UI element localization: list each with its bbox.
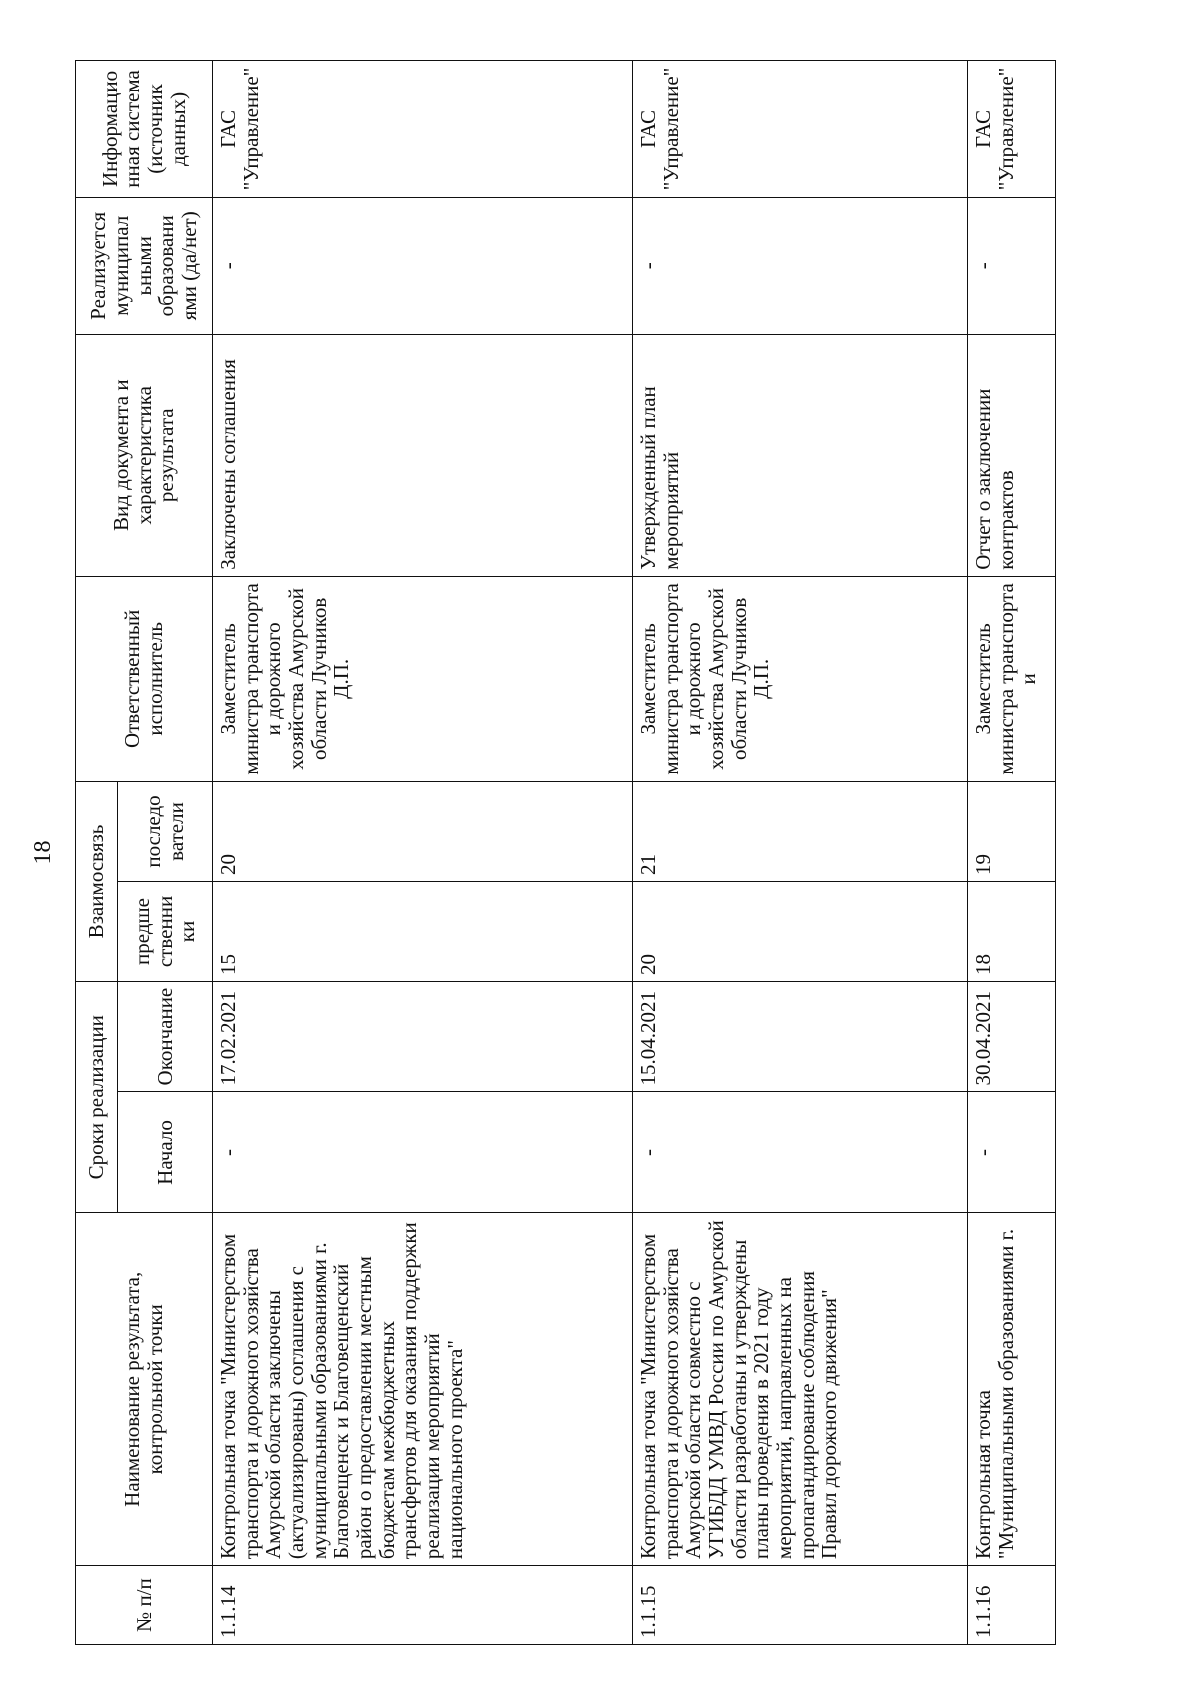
row-predecessors: 15 (213, 881, 633, 981)
header-timing: Сроки реализации (76, 981, 118, 1213)
table-header (76, 61, 213, 1645)
row-municipal: - (633, 197, 968, 334)
page-number: 18 (30, 840, 56, 865)
row-document: Отчет о заключении контрактов (968, 334, 1056, 576)
header-info-system: Информацио нная система (источник данных) (76, 61, 213, 198)
table-row (633, 61, 968, 1645)
row-name: Контрольная точка "Муниципальными образованиями г. (968, 1213, 1056, 1566)
header-end: Окончание (118, 981, 213, 1092)
row-num: 1.1.15 (633, 1566, 968, 1645)
row-name: Контрольная точка "Министерством транспорта и дорожного хозяйства Амурской области заключены (актуализированы) соглашения с муниципальными образованиями г. Благовещенск и Благовещенский район о предоставлении местным бюджетам межбюджетных трансфертов для оказания поддержки реализации мероприятий национального проекта" (213, 1213, 633, 1566)
row-num: 1.1.14 (213, 1566, 633, 1645)
row-municipal: - (213, 197, 633, 334)
row-end: 15.04.2021 (633, 981, 968, 1092)
row-successors: 21 (633, 781, 968, 881)
header-num: № п/п (76, 1566, 213, 1645)
row-start: - (213, 1092, 633, 1213)
header-document: Вид документа и характеристика результата (76, 334, 213, 576)
row-start: - (968, 1092, 1056, 1213)
header-responsible: Ответственный исполнитель (76, 576, 213, 781)
row-municipal: - (968, 197, 1056, 334)
header-predecessors: предше ственни ки (118, 881, 213, 981)
header-relation: Взаимосвязь (76, 781, 118, 981)
row-num: 1.1.16 (968, 1566, 1056, 1645)
row-start: - (633, 1092, 968, 1213)
table-row (213, 61, 633, 1645)
row-end: 17.02.2021 (213, 981, 633, 1092)
row-end: 30.04.2021 (968, 981, 1056, 1092)
header-name: Наименование результата, контрольной точки (76, 1213, 213, 1566)
table-row (968, 61, 1056, 1645)
control-points-table (75, 60, 1056, 1645)
header-start: Начало (118, 1092, 213, 1213)
row-predecessors: 20 (633, 881, 968, 981)
row-info-system: ГАС "Управление" (633, 61, 968, 198)
row-predecessors: 18 (968, 881, 1056, 981)
row-successors: 20 (213, 781, 633, 881)
row-responsible: Заместитель министра транспорта и (968, 576, 1056, 781)
row-responsible: Заместитель министра транспорта и дорожного хозяйства Амурской области Лучников Д.П. (633, 576, 968, 781)
row-info-system: ГАС "Управление" (213, 61, 633, 198)
row-successors: 19 (968, 781, 1056, 881)
row-name: Контрольная точка "Министерством транспорта и дорожного хозяйства Амурской области совместно с УГИБДД УМВД России по Амурской области разработаны и утверждены планы проведения в 2021 году мероприятий, направленных на пропагандирование соблюдения Правил дорожного движения" (633, 1213, 968, 1566)
header-successors: последо ватели (118, 781, 213, 881)
header-municipal: Реализуется муниципал ьными образовани ями (да/нет) (76, 197, 213, 334)
row-info-system: ГАС "Управление" (968, 61, 1056, 198)
row-responsible: Заместитель министра транспорта и дорожного хозяйства Амурской области Лучников Д.П. (213, 576, 633, 781)
row-document: Утвержденный план мероприятий (633, 334, 968, 576)
row-document: Заключены соглашения (213, 334, 633, 576)
